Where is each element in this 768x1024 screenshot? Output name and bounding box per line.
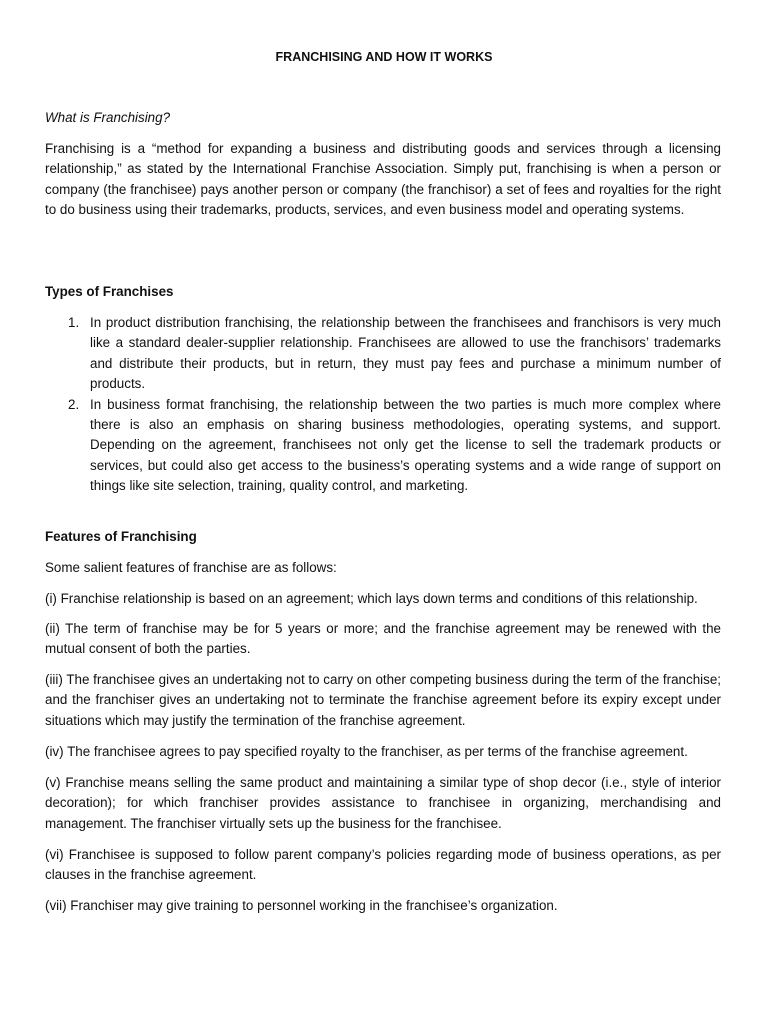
feature-item: (v) Franchise means selling the same product and maintaining a similar type of shop decor (i.e., style of interior decoration); for which franchiser provides assistance to franchisee in organizing, merchandising and management. The franchiser virtually sets up the business for the franchisee.	[45, 775, 721, 831]
list-item-number: 2.	[68, 396, 80, 412]
feature-item: (iv) The franchisee agrees to pay specified royalty to the franchiser, as per terms of the franchise agreement.	[45, 744, 688, 759]
what-paragraph: Franchising is a “method for expanding a business and distributing goods and services through a licensing relationship,” as stated by the International Franchise Association. Simply put, franchising is when a person or company (the franchisee) pays another person or company (the franchisor) a set of fees and royalties for the right to do business using their trademarks, products, services, and even business model and operating systems.	[45, 141, 721, 218]
list-item-text: In product distribution franchising, the relationship between the franchisees and franchisors is very much like a standard dealer-supplier relationship. Franchisees are allowed to use the franchisors’ trademarks and distribute their products, but in return, they must pay fees and purchase a minimum number of products.	[90, 315, 721, 392]
feature-item: (ii) The term of franchise may be for 5 years or more; and the franchise agreement may be renewed with the mutual consent of both the parties.	[45, 621, 721, 657]
what-heading: What is Franchising?	[45, 110, 171, 125]
types-heading: Types of Franchises	[45, 284, 174, 299]
feature-item: (i) Franchise relationship is based on an agreement; which lays down terms and conditions of this relationship.	[45, 591, 698, 606]
feature-item: (vi) Franchisee is supposed to follow parent company’s policies regarding mode of business operations, as per clauses in the franchise agreement.	[45, 847, 721, 883]
feature-item: (vii) Franchiser may give training to personnel working in the franchisee’s organization.	[45, 898, 558, 913]
list-item-number: 1.	[68, 315, 80, 330]
list-item-text: In business format franchising, the relationship between the two parties is much more complex where there is also an emphasis on sharing business methodologies, operating systems, and support. Depending on the agreement, franchisees not only get the license to sell the trademark products or services, but could also get access to the business’s operating systems and a wide range of support on things like site selection, training, quality control, and marketing.	[90, 396, 721, 494]
feature-item: (iii) The franchisee gives an undertaking not to carry on other competing business during the term of the franchise; and the franchiser gives an undertaking not to terminate the franchise agreement before its expiry except under situations which may justify the termination of the franchise agreement.	[45, 672, 721, 728]
list-item	[45, 395, 721, 497]
features-heading: Features of Franchising	[45, 529, 197, 544]
types-list	[45, 313, 721, 497]
list-item	[45, 313, 721, 395]
page-title: FRANCHISING AND HOW IT WORKS	[275, 50, 493, 64]
features-intro: Some salient features of franchise are as follows:	[45, 560, 337, 575]
